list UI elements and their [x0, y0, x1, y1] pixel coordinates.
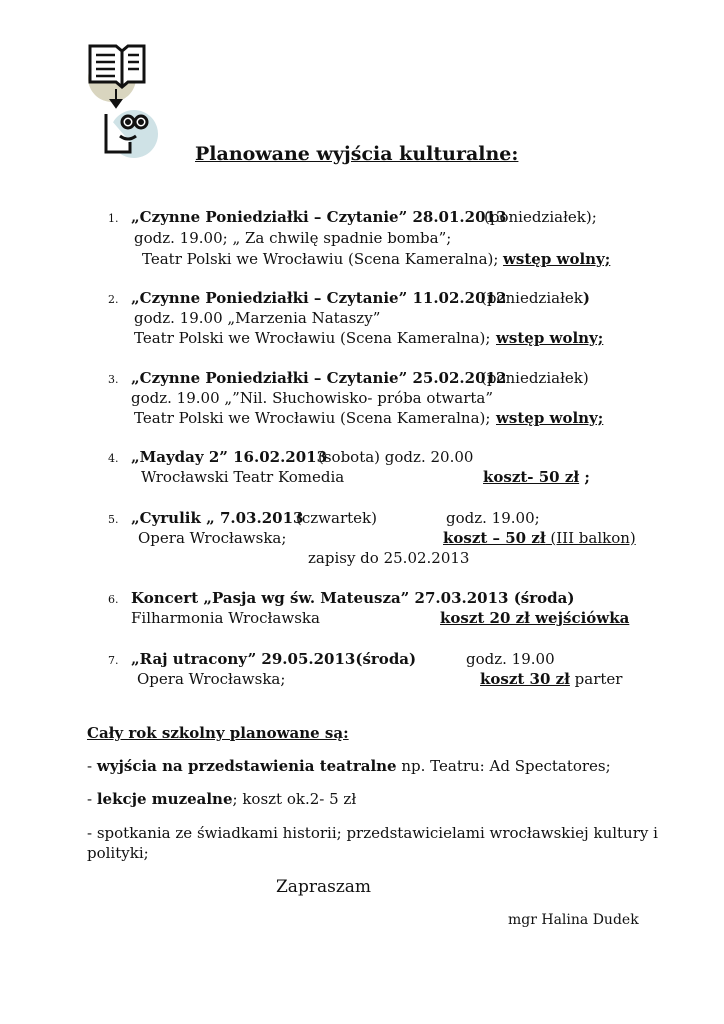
event-name: „Mayday 2” 16.02.2013	[131, 448, 328, 466]
signature: mgr Halina Dudek	[508, 912, 639, 928]
event-name: „Czynne Poniedziałki – Czytanie” 28.01.2013	[131, 208, 507, 226]
event-number: 4.	[108, 452, 119, 465]
event-place: Teatr Polski we Wrocławiu (Scena Kameralna);	[142, 250, 499, 268]
event-name: „Cyrulik „ 7.03.2013	[131, 509, 304, 527]
event-day: (czwartek)	[296, 509, 377, 527]
event-place: Filharmonia Wrocławska	[131, 609, 320, 627]
event-place: Wrocławski Teatr Komedia	[141, 468, 345, 486]
event-number: 3.	[108, 373, 119, 386]
book-and-reader-clipart	[86, 42, 166, 162]
event-price: koszt 20 zł wejściówka	[440, 609, 630, 627]
event-price: koszt – 50 zł (III balkon)	[443, 529, 636, 547]
event-day: (poniedziałek);	[484, 208, 597, 226]
event-time: godz. 19.00	[466, 650, 555, 668]
event-name: „Czynne Poniedziałki – Czytanie” 25.02.2012	[131, 369, 507, 387]
event-details: godz. 19.00 „”Nil. Słuchowisko- próba otwarta”	[131, 389, 494, 407]
year-heading: Cały rok szkolny planowane są:	[87, 724, 349, 742]
event-number: 2.	[108, 293, 119, 306]
event-price: wstęp wolny;	[503, 250, 611, 268]
book-icon	[90, 46, 144, 87]
year-item-meetings: - spotkania ze świadkami historii; przedstawicielami wrocławskiej kultury i	[87, 824, 658, 842]
event-price: wstęp wolny;	[496, 409, 604, 427]
event-number: 6.	[108, 593, 119, 606]
event-name: Koncert „Pasja wg św. Mateusza” 27.03.2013 (środa)	[131, 589, 575, 607]
event-place: Teatr Polski we Wrocławiu (Scena Kameralna);	[134, 409, 491, 427]
event-price: wstęp wolny;	[496, 329, 604, 347]
year-item-meetings-cont: polityki;	[87, 844, 149, 862]
event-name: „Raj utracony” 29.05.2013(środa)	[131, 650, 417, 668]
event-number: 5.	[108, 513, 119, 526]
event-number: 7.	[108, 654, 119, 667]
event-day: (poniedziałek)	[481, 289, 591, 307]
event-place: Opera Wrocławska;	[137, 670, 286, 688]
event-name: „Czynne Poniedziałki – Czytanie” 11.02.2012	[131, 289, 507, 307]
event-place: Opera Wrocławska;	[138, 529, 287, 547]
event-details: godz. 19.00 „Marzenia Nataszy”	[134, 309, 381, 327]
event-price: koszt- 50 zł ;	[483, 468, 590, 486]
event-number: 1.	[108, 212, 119, 225]
year-item-museum: - lekcje muzealne; koszt ok.2- 5 zł	[87, 790, 357, 808]
event-place: Teatr Polski we Wrocławiu (Scena Kameralna);	[134, 329, 491, 347]
year-item-theatre: - wyjścia na przedstawienia teatralne np. Teatru: Ad Spectatores;	[87, 757, 611, 775]
invitation: Zapraszam	[276, 877, 372, 897]
event-price: koszt 30 zł parter	[480, 670, 623, 688]
event-day: (sobota) godz. 20.00	[318, 448, 474, 466]
event-note: zapisy do 25.02.2013	[308, 549, 470, 567]
page-title: Planowane wyjścia kulturalne:	[195, 143, 519, 165]
event-day: (poniedziałek)	[481, 369, 589, 387]
event-details: godz. 19.00; „ Za chwilę spadnie bomba”;	[134, 229, 452, 247]
event-time: godz. 19.00;	[446, 509, 540, 527]
